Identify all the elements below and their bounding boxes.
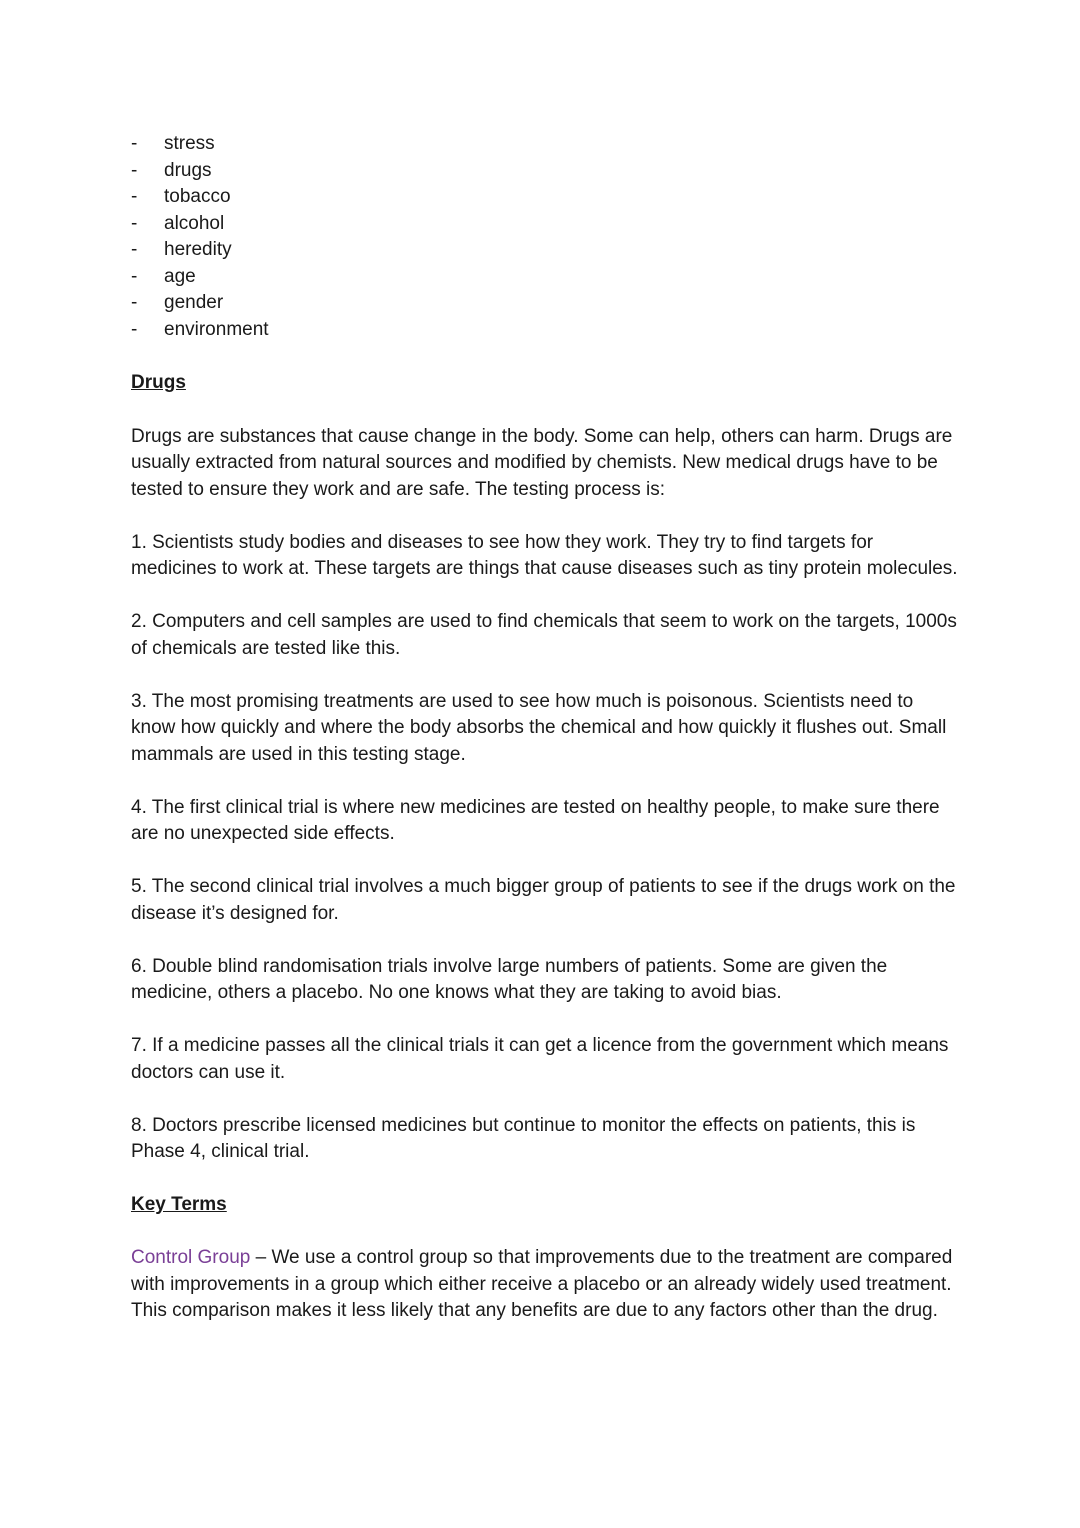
list-item-text: tobacco	[164, 186, 231, 207]
testing-step-2: 2. Computers and cell samples are used to find chemicals that seem to work on the targets, 1000s of chemicals are tested like this.	[131, 611, 957, 659]
list-dash: -	[131, 186, 138, 207]
list-item	[131, 317, 961, 344]
list-item-text: alcohol	[164, 212, 225, 234]
list-item	[131, 211, 961, 238]
document-page	[131, 131, 961, 1325]
list-dash: -	[131, 318, 138, 340]
term-definition: We use a control group so that improvements due to the treatment are compared with improvements in a group which either receive a placebo or an already widely used treatment. This comparison makes it less likely that any benefits are due to any factors other than the drug.	[131, 1247, 953, 1321]
list-dash: -	[131, 133, 138, 154]
testing-step-6: 6. Double blind randomisation trials involve large numbers of patients. Some are given the medicine, others a placebo. No one knows what they are taking to avoid bias.	[131, 955, 888, 1003]
risk-factor-list	[131, 131, 961, 343]
drugs-heading: Drugs	[131, 372, 186, 393]
list-item	[131, 184, 961, 211]
key-terms-heading: Key Terms	[131, 1194, 227, 1215]
list-item-text: gender	[164, 292, 224, 313]
list-dash: -	[131, 292, 138, 313]
testing-step-4: 4. The first clinical trial is where new medicines are tested on healthy people, to make sure there are no unexpected side effects.	[131, 796, 940, 844]
term-name: Control Group	[131, 1247, 251, 1268]
list-item	[131, 131, 961, 158]
list-item-text: drugs	[164, 159, 212, 181]
list-item	[131, 158, 961, 185]
control-group-definition	[131, 1245, 961, 1325]
testing-step-3: 3. The most promising treatments are used to see how much is poisonous. Scientists need to know how quickly and where the body absorbs the chemical and how quickly it flushes out. Small mammals are used in this testing stage.	[131, 690, 947, 765]
term-separator: –	[250, 1247, 272, 1268]
testing-step-7: 7. If a medicine passes all the clinical trials it can get a licence from the government which means doctors can use it.	[131, 1035, 949, 1083]
drugs-intro-paragraph: Drugs are substances that cause change in the body. Some can help, others can harm. Drugs are usually extracted from natural sources and modified by chemists. New medical drugs have to be tested to ensure they work and are safe. The testing process is:	[131, 425, 953, 500]
list-item	[131, 264, 961, 291]
list-item	[131, 237, 961, 264]
list-item-text: age	[164, 265, 196, 287]
list-dash: -	[131, 239, 138, 260]
list-item-text: stress	[164, 133, 215, 154]
list-item-text: environment	[164, 318, 269, 340]
list-dash: -	[131, 265, 138, 287]
list-dash: -	[131, 212, 138, 234]
testing-step-5: 5. The second clinical trial involves a much bigger group of patients to see if the drugs work on the disease it’s designed for.	[131, 876, 956, 924]
list-item-text: heredity	[164, 239, 232, 260]
testing-step-8: 8. Doctors prescribe licensed medicines but continue to monitor the effects on patients, this is Phase 4, clinical trial.	[131, 1114, 916, 1162]
testing-step-1: 1. Scientists study bodies and diseases to see how they work. They try to find targets for medicines to work at. These targets are things that cause diseases such as tiny protein molecules.	[131, 531, 958, 579]
list-item	[131, 290, 961, 317]
list-dash: -	[131, 159, 138, 181]
